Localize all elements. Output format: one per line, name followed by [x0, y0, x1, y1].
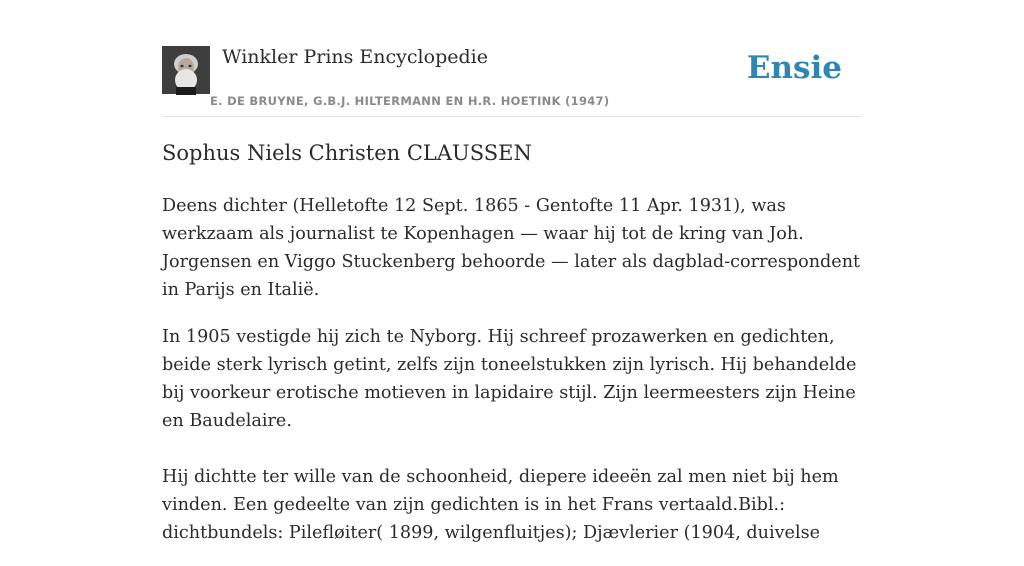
- author-portrait-icon: [162, 46, 210, 94]
- brand-logo[interactable]: Ensie: [746, 50, 842, 86]
- source-title[interactable]: Winkler Prins Encyclopedie: [222, 46, 488, 68]
- paragraph: In 1905 vestigde hij zich te Nyborg. Hij schreef prozawerken en gedichten, beide sterk lyrisch getint, zelfs zijn toneelstukken zijn lyrisch. Hij behandelde bij voorkeur erotische motieven in lapidaire stijl. Zijn leermeesters zijn Heine en Baudelaire.: [162, 327, 857, 431]
- source-header: [162, 0, 862, 117]
- page-title: Sophus Niels Christen CLAUSSEN: [162, 141, 532, 165]
- paragraph: Hij dichtte ter wille van de schoonheid, diepere ideeën zal men niet bij hem vinden. Een gedeelte van zijn gedichten is in het Frans vertaald.Bibl.: dichtbundels: Pilefløiter( 1899, wilgenfluitjes); Djævlerier (1904, duivelse: [162, 467, 839, 543]
- article-body: [162, 192, 862, 566]
- paragraph: Deens dichter (Helletofte 12 Sept. 1865 - Gentofte 11 Apr. 1931), was werkzaam als journalist te Kopenhagen — waar hij tot de kring van Joh. Jorgensen en Viggo Stuckenberg behoorde — later als dagblad-correspondent in Parijs en Italië.: [162, 196, 861, 300]
- source-authors: E. DE BRUYNE, G.B.J. HILTERMANN EN H.R. HOETINK (1947): [210, 94, 610, 108]
- page: [162, 0, 862, 543]
